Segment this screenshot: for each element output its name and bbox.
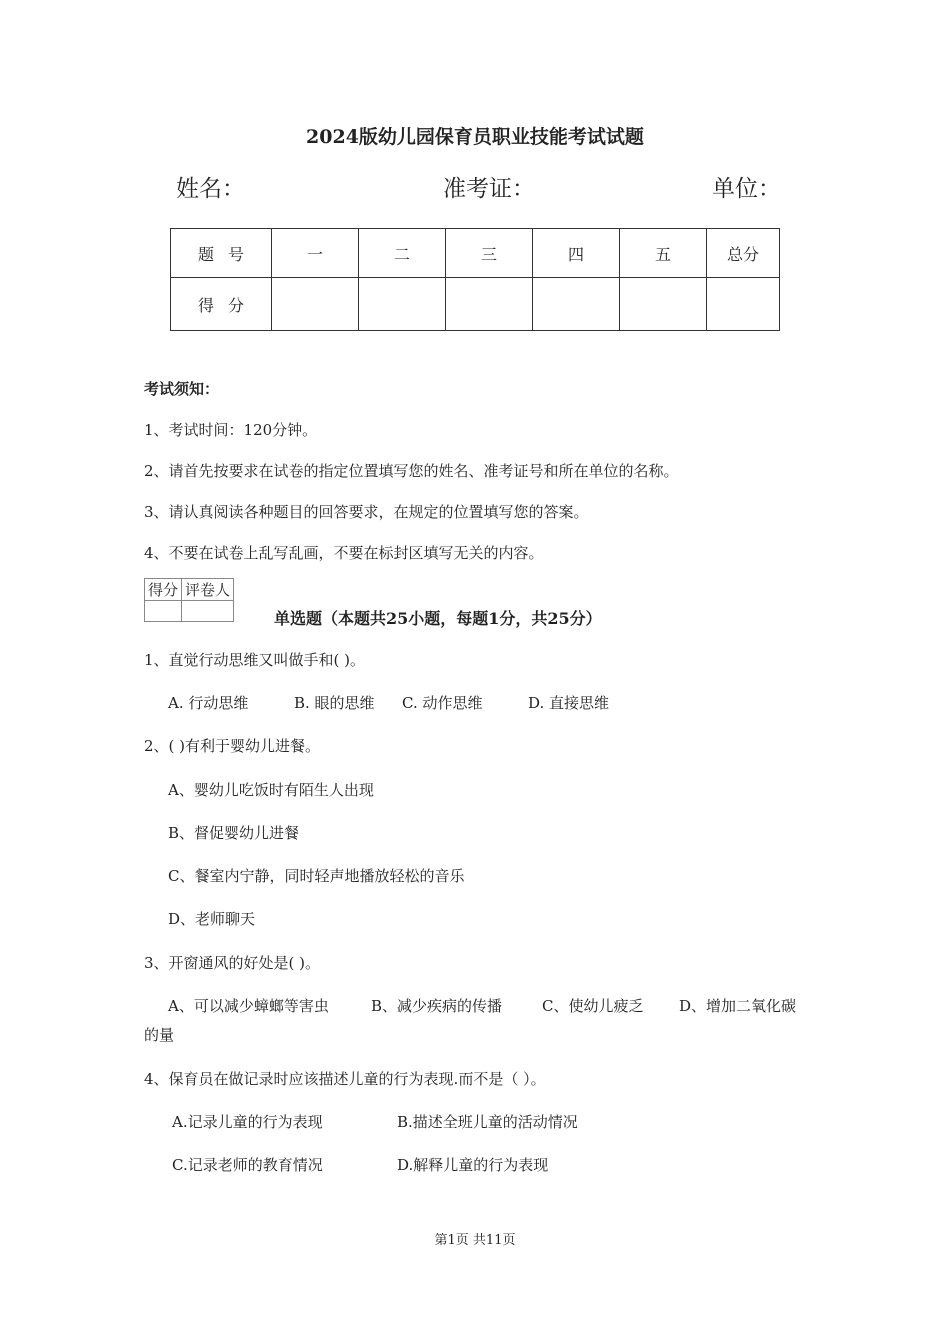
page-title: 2024版幼儿园保育员职业技能考试试题	[306, 126, 644, 148]
option: D. 直接思维	[528, 694, 610, 712]
section-title: 单选题（本题共25小题，每题1分，共25分）	[274, 609, 602, 628]
option: A. 行动思维	[168, 694, 249, 712]
option: A、婴幼儿吃饭时有陌生人出现	[168, 781, 374, 799]
score-cell[interactable]	[446, 278, 533, 331]
score-label-cell: 得分	[171, 278, 272, 331]
column-header: 一	[272, 229, 359, 278]
name-label: 姓名：	[176, 176, 245, 202]
column-header: 二	[359, 229, 446, 278]
option: B.描述全班儿童的活动情况	[397, 1113, 578, 1131]
option: B、减少疾病的传播	[371, 997, 503, 1015]
unit-label: 单位：	[712, 176, 781, 202]
option: D、老师聊天	[168, 910, 256, 928]
score-table-score-row	[171, 278, 780, 331]
column-header: 总分	[707, 229, 780, 278]
question-stem: 3、开窗通风的好处是( )。	[144, 954, 321, 972]
score-table-header-row	[171, 229, 780, 278]
option: D、增加二氧化碳	[679, 997, 797, 1015]
notice-item: 2、请首先按要求在试卷的指定位置填写您的姓名、准考证号和所在单位的名称。	[144, 462, 679, 480]
option-continuation: 的量	[144, 1026, 175, 1044]
page-footer: 第1页 共11页	[434, 1233, 516, 1248]
option: B. 眼的思维	[294, 694, 375, 712]
column-header: 三	[446, 229, 533, 278]
header-label-cell: 题号	[171, 229, 272, 278]
score-table	[170, 228, 780, 331]
notice-item: 4、不要在试卷上乱写乱画，不要在标封区填写无关的内容。	[144, 544, 544, 562]
grader-box	[144, 578, 234, 622]
column-header: 五	[620, 229, 707, 278]
score-cell[interactable]	[359, 278, 446, 331]
score-cell[interactable]	[620, 278, 707, 331]
grader-reviewer-cell[interactable]	[182, 601, 234, 622]
option: C、使幼儿疲乏	[542, 997, 644, 1015]
score-cell[interactable]	[533, 278, 620, 331]
option: A、可以减少蟑螂等害虫	[168, 997, 329, 1015]
option: C. 动作思维	[402, 694, 483, 712]
notice-heading: 考试须知：	[144, 380, 220, 398]
option: B、督促婴幼儿进餐	[168, 824, 300, 842]
notice-item: 3、请认真阅读各种题目的回答要求，在规定的位置填写您的答案。	[144, 503, 589, 521]
option: D.解释儿童的行为表现	[397, 1156, 549, 1174]
question-stem: 1、直觉行动思维又叫做手和( )。	[144, 651, 366, 669]
question-stem: 2、( )有利于婴幼儿进餐。	[144, 737, 321, 755]
option: A.记录儿童的行为表现	[172, 1113, 323, 1131]
option: C.记录老师的教育情况	[172, 1156, 323, 1174]
exam-id-label: 准考证：	[443, 176, 535, 202]
notice-item: 1、考试时间：120分钟。	[144, 421, 318, 439]
score-cell[interactable]	[272, 278, 359, 331]
grader-score-cell[interactable]	[145, 601, 182, 622]
column-header: 四	[533, 229, 620, 278]
grader-reviewer-label: 评卷人	[182, 579, 234, 601]
score-cell[interactable]	[707, 278, 780, 331]
question-stem: 4、保育员在做记录时应该描述儿童的行为表现.而不是（ ）。	[144, 1070, 546, 1088]
grader-score-label: 得分	[145, 579, 182, 601]
option: C、餐室内宁静，同时轻声地播放轻松的音乐	[168, 867, 465, 885]
